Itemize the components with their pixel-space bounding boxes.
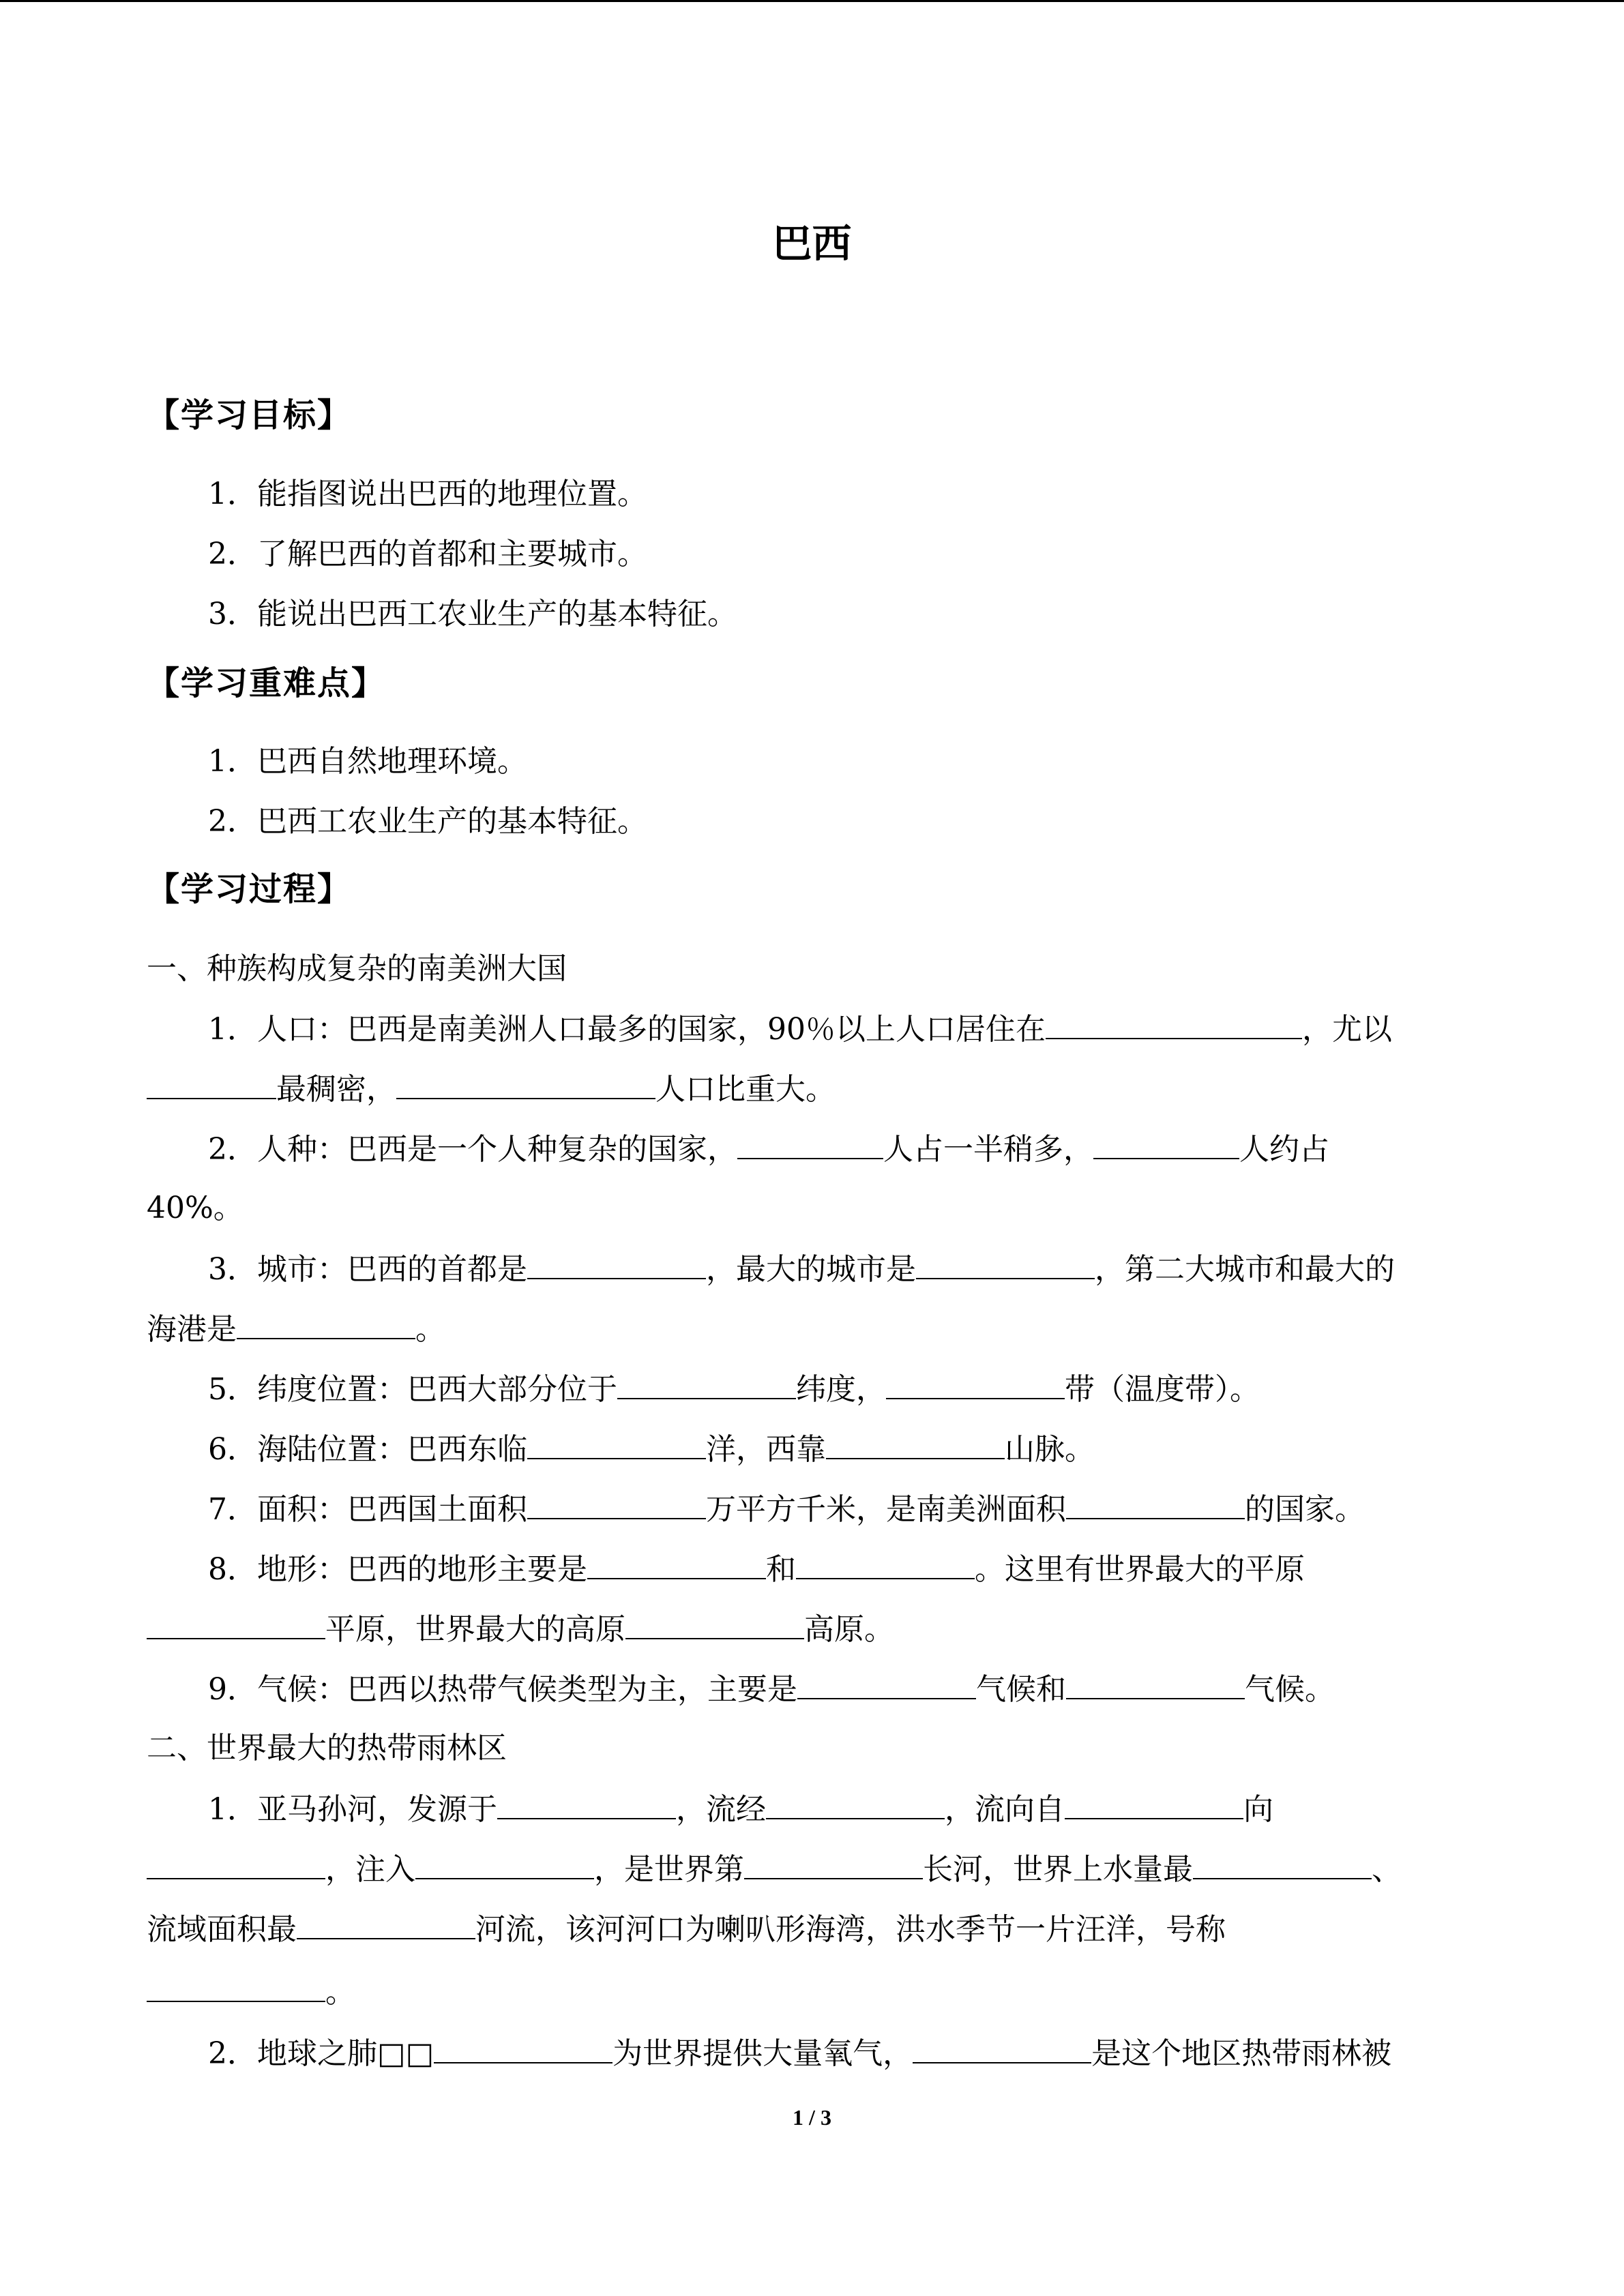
text: ，尤以 (1301, 1012, 1392, 1047)
text: 5．纬度位置：巴西大部分位于 (208, 1372, 617, 1407)
answer-blank[interactable] (434, 2032, 612, 2063)
text: ，流向自 (945, 1792, 1065, 1827)
text: 人约占 (1239, 1132, 1329, 1167)
answer-blank[interactable] (886, 1368, 1065, 1399)
text: 和 (766, 1552, 796, 1587)
text: 2．人种：巴西是一个人种复杂的国家， (208, 1132, 737, 1167)
s1-q5 (208, 1368, 1260, 1410)
text: 长河，世界上水量最 (923, 1852, 1193, 1887)
text: 40%。 (147, 1191, 243, 1225)
s2-q1-line4 (147, 1971, 355, 2013)
answer-blank[interactable] (415, 1848, 594, 1879)
objective-1: 1．能指图说出巴西的地理位置。 (208, 477, 647, 511)
text: 河流，该河河口为喇叭形海湾，洪水季节一片汪洋，号称 (475, 1912, 1226, 1947)
text: 是这个地区热带雨林被 (1091, 2036, 1392, 2071)
answer-blank[interactable] (1065, 1788, 1243, 1819)
answer-blank[interactable] (625, 1608, 804, 1639)
text: ，是世界第 (594, 1852, 744, 1887)
answer-blank[interactable] (527, 1488, 706, 1519)
text: 人占一半稍多， (883, 1132, 1093, 1167)
answer-blank[interactable] (147, 1068, 276, 1099)
top-border (0, 0, 1624, 2)
text: 6．海陆位置：巴西东临 (208, 1432, 527, 1467)
s2-q1-line3 (147, 1908, 1226, 1950)
s1-q3-line1 (208, 1248, 1395, 1290)
text: 1．人口：巴西是南美洲人口最多的国家，90％以上人口居住在 (208, 1012, 1046, 1047)
answer-blank[interactable] (1066, 1668, 1245, 1699)
text: 最稠密， (276, 1072, 396, 1107)
answer-blank[interactable] (1066, 1488, 1245, 1519)
s1-q2-line2 (147, 1188, 243, 1229)
s1-q9 (208, 1668, 1335, 1710)
heading-objectives: 【学习目标】 (147, 396, 352, 434)
text: 为世界提供大量氧气， (612, 2036, 913, 2071)
answer-blank[interactable] (797, 1668, 976, 1699)
answer-blank[interactable] (1093, 1128, 1239, 1159)
text: 万平方千米，是南美洲面积 (706, 1492, 1066, 1527)
text: 人口比重大。 (655, 1072, 836, 1107)
heading-key-points: 【学习重难点】 (147, 664, 386, 702)
text: 。这里有世界最大的平原 (975, 1552, 1305, 1587)
answer-blank[interactable] (913, 2032, 1091, 2063)
text: 洋，西靠 (706, 1432, 826, 1467)
s1-q3-line2 (147, 1308, 445, 1350)
text: ，流经 (676, 1792, 766, 1827)
text: ，注入 (325, 1852, 415, 1887)
page-title: 巴西 (772, 220, 852, 267)
section1-heading: 一、种族构成复杂的南美洲大国 (147, 951, 567, 986)
answer-blank[interactable] (587, 1548, 766, 1579)
text: 流域面积最 (147, 1912, 297, 1947)
answer-blank[interactable] (497, 1788, 676, 1819)
answer-blank[interactable] (237, 1308, 415, 1339)
objective-3: 3．能说出巴西工农业生产的基本特征。 (208, 597, 737, 631)
answer-blank[interactable] (744, 1848, 923, 1879)
text: 气候。 (1245, 1672, 1335, 1707)
text: 海港是 (147, 1312, 237, 1347)
answer-blank[interactable] (766, 1788, 945, 1819)
text: 向 (1243, 1792, 1273, 1827)
s2-q1-line2 (147, 1848, 1402, 1890)
answer-blank[interactable] (796, 1548, 975, 1579)
text: 平原，世界最大的高原 (325, 1612, 625, 1647)
answer-blank[interactable] (1193, 1848, 1372, 1879)
s1-q8-line1 (208, 1548, 1305, 1590)
answer-blank[interactable] (826, 1428, 1005, 1459)
answer-blank[interactable] (527, 1428, 706, 1459)
s1-q1-line1 (208, 1008, 1392, 1050)
objective-2: 2．了解巴西的首都和主要城市。 (208, 537, 647, 571)
text: 3．城市：巴西的首都是 (208, 1252, 527, 1287)
text: 带（温度带）。 (1065, 1372, 1260, 1407)
text: 纬度， (796, 1372, 886, 1407)
heading-process: 【学习过程】 (147, 870, 352, 908)
s1-q1-line2 (147, 1068, 836, 1110)
answer-blank[interactable] (297, 1908, 475, 1939)
page-number: 1 / 3 (793, 2105, 831, 2130)
text: 。 (325, 1975, 355, 2010)
s2-q1-line1 (208, 1788, 1273, 1830)
text: 、 (1372, 1852, 1402, 1887)
answer-blank[interactable] (737, 1128, 883, 1159)
s2-q2-line1 (208, 2032, 1391, 2074)
text: 8．地形：巴西的地形主要是 (208, 1552, 587, 1587)
answer-blank[interactable] (396, 1068, 655, 1099)
text: 气候和 (976, 1672, 1066, 1707)
s1-q8-line2 (147, 1608, 894, 1650)
text: 。 (415, 1312, 445, 1347)
text: 7．面积：巴西国土面积 (208, 1492, 527, 1527)
answer-blank[interactable] (147, 1971, 325, 2002)
answer-blank[interactable] (916, 1248, 1095, 1279)
text: 9．气候：巴西以热带气候类型为主，主要是 (208, 1672, 797, 1707)
key-point-2: 2．巴西工农业生产的基本特征。 (208, 804, 647, 839)
key-point-1: 1．巴西自然地理环境。 (208, 744, 527, 779)
text: 2．地球之肺□□ (208, 2036, 434, 2071)
text: ，最大的城市是 (706, 1252, 916, 1287)
answer-blank[interactable] (527, 1248, 706, 1279)
s1-q2-line1 (208, 1128, 1329, 1170)
answer-blank[interactable] (147, 1848, 325, 1879)
section2-heading: 二、世界最大的热带雨林区 (147, 1731, 507, 1765)
text: 高原。 (804, 1612, 894, 1647)
s1-q7 (208, 1488, 1365, 1530)
text: 山脉。 (1005, 1432, 1095, 1467)
answer-blank[interactable] (617, 1368, 796, 1399)
text: ，第二大城市和最大的 (1095, 1252, 1395, 1287)
text: 的国家。 (1245, 1492, 1365, 1527)
text: 1．亚马孙河，发源于 (208, 1792, 497, 1827)
answer-blank[interactable] (1046, 1008, 1302, 1039)
s1-q6 (208, 1428, 1095, 1470)
answer-blank[interactable] (147, 1608, 325, 1639)
